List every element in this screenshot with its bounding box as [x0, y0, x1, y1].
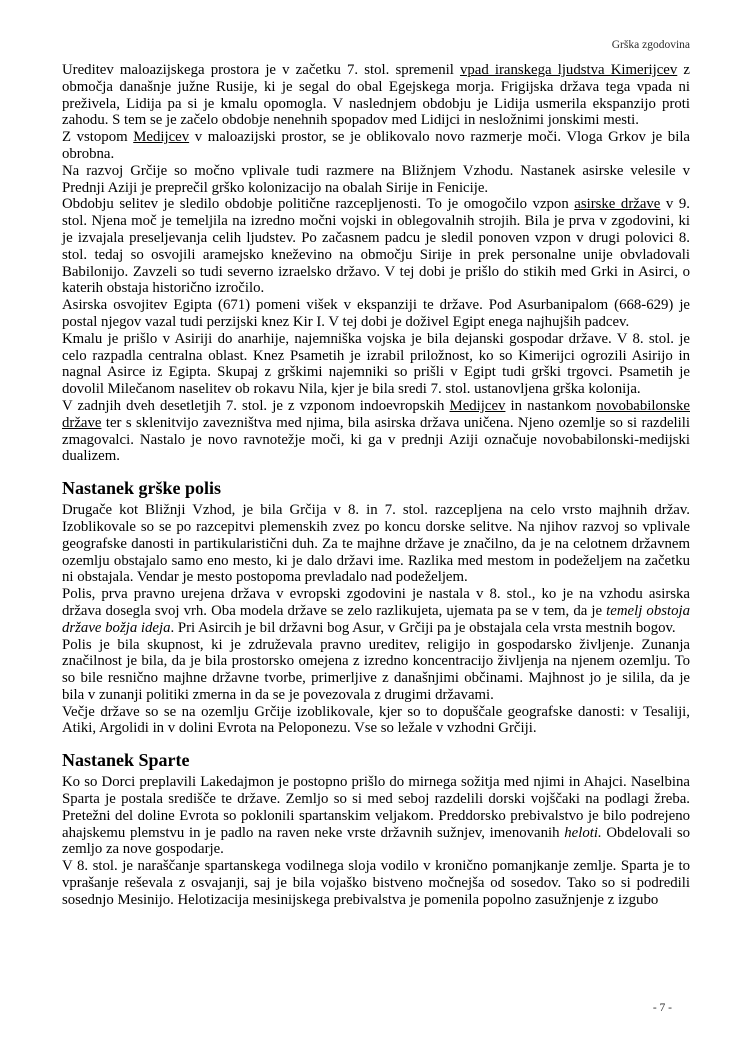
underlined-term: Medijcev [133, 129, 190, 146]
text-run: Ko so Dorci preplavili Lakedajmon je postopno prišlo do mirnega sožitja med njimi in Ahajci. Naselbina Sparta je postala središče te države. Zemljo so si med seboj razdelili dorski vojščaki na podlagi žreba. Pretežni del doline Evrota so poklonili spartanskim veljakom. Preddorsko prebivalstvo je bilo podrejeno ahajskemu plemstvu in je padlo na raven neke vrste državnih sužnjev, imenovanih [62, 774, 690, 841]
underlined-term: novobabilonske države [62, 397, 690, 431]
paragraph [62, 637, 690, 704]
paragraph [62, 398, 690, 465]
page-number: - 7 - [652, 1002, 672, 1014]
text-run: ter s sklenitvijo zavezništva med njima, bila asirska država uničena. Njeno ozemlje so si razdelili zmagovalci. Nastalo je novo ravnotežje moči, ki ga v prednji Aziji označuje novobabilonski-medijski dualizem. [62, 414, 690, 465]
text-run: v 9. stol. Njena moč je temeljila na izredno močni vojski in oblegovalnih strojih. Bila je prva v zgodovini, ki je izvajala preseljevanja celih ljudstev. Po začasnem padcu je sledil ponoven vzpon v drugi polovici 8. stol. tedaj so osvojili aramejsko kneževino na območju Sirije in prek personalne unije obvladovali Babilonijo. Zavzeli so tudi severno izraelsko državo. V tej dobi je prišlo do stikih med Grki in Asirci, o katerih obstaja historično izročilo. [62, 196, 690, 297]
paragraph [62, 163, 690, 197]
text-run: V zadnjih dveh desetletjih 7. stol. je z vzponom indoevropskih [62, 397, 450, 414]
text-run: Na razvoj Grčije so močno vplivale tudi razmere na Bližnjem Vzhodu. Nastanek asirske velesile v Prednji Aziji je preprečil grško kolonizacijo na obalah Sirije in Fenicije. [62, 162, 690, 196]
section-heading: Nastanek grške polis [62, 478, 222, 499]
italic-phrase: heloti. [564, 824, 602, 841]
underlined-term: asirske države [574, 196, 661, 213]
section-heading: Nastanek Sparte [62, 750, 190, 771]
paragraph [62, 129, 690, 163]
italic-phrase: temelj obstoja države božja ideja [62, 602, 690, 636]
text-run: in nastankom [505, 397, 597, 414]
text-run: v maloazijski prostor, se je oblikovalo novo razmerje moči. Vloga Grkov je bila obrobna. [62, 129, 690, 162]
text-run: Polis je bila skupnost, ki je združevala pravno ureditev, religijo in gospodarsko življenje. Zunanja značilnost je bila, da je bila prostorsko omejena z izredno koncentracijo življenja na njenem ozemlju. To so bile resnično majhne državne tvorbe, primerljive z današnjimi občinami. Majhnost jo je silila, da je bila v zunanji politiki zmerna in da se je povezovala z drugimi državami. [62, 636, 690, 703]
text-run: Obdelovali so zemljo za nove gospodarje. [62, 824, 690, 858]
text-run: Polis, prva pravno urejena država v evropski zgodovini je nastala v 8. stol., ko je na vzhodu asirska država dosegla svoj vrh. Oba modela države se zelo razlikujeta, ujemata pa se v tem, da je [62, 586, 690, 619]
paragraph [62, 858, 690, 908]
text-run: Obdobju selitev je sledilo obdobje politične razcepljenosti. To je omogočilo vzpon [62, 196, 575, 213]
page-footer [653, 1001, 672, 1015]
paragraph [62, 502, 690, 586]
running-title: Grška zgodovina [611, 39, 690, 51]
paragraph [62, 704, 690, 738]
paragraph [62, 331, 690, 398]
text-run: Z vstopom [62, 129, 134, 146]
paragraph [62, 297, 690, 331]
text-run: z območja današnje južne Rusije, ki je segal do obal Egejskega morja. Frigijska država tega vpada ni preživela, Lidija pa si je kmalu opomogla. V naslednjem obdobju je Lidija usmerila ekspanzijo proti zahodu. S tem se je začelo obdobje nenehnih spopadov med Lidijci in nesložnimi jonskimi mesti. [62, 62, 690, 129]
underlined-term: vpad iranskega ljudstva Kimerijcev [459, 62, 678, 78]
paragraph [62, 586, 690, 636]
text-run: Kmalu je prišlo v Asiriji do anarhije, najemniška vojska je bila dejanski gospodar države. V 8. stol. je celo razpadla centralna oblast. Knez Psametih je izrabil priložnost, ko so Kimerijci ogrozili Asirijo in nagnal Asirce iz Egipta. Skupaj z grškimi najemniki so prišli v Egipt tudi grški trgovci. Psametih je dovolil Milečanom naselitev ob rokavu Nila, kjer je bila sredi 7. stol. ustanovljena grška kolonija. [62, 330, 690, 398]
text-run: V 8. stol. je naraščanje spartanskega vodilnega sloja vodilo v kronično pomanjkanje zemlje. Sparta je to vprašanje reševala z osvajanji, saj je bila vojaško bistveno močnejša od sosedov. Tako so si podredili sosednjo Mesinijo. Helotizacija mesinijskega prebivalstva je pomenila popolno zasužnjenje z izgubo [62, 858, 690, 908]
text-run: Drugače kot Bližnji Vzhod, je bila Grčija v 8. in 7. stol. razcepljena na celo vrsto majhnih držav. Izoblikovale so se po razcepitvi plemenskih zvez po koncu dorske selitve. Na njihov razvoj so vplivale geografske danosti in partikularistični duh. Za te majhne države je značilno, da je na celotnem državnem ozemlju obstajalo samo eno mesto, ki je dalo državi ime. Razlika med mestom in podeželjem na začetku ni obstajala. Vendar je mesto postopoma prevladalo nad podeželjem. [62, 502, 690, 586]
document-body [62, 62, 690, 909]
paragraph [62, 774, 690, 858]
text-run: Večje države so se na ozemlju Grčije izoblikovale, kjer so to dopuščale geografske danosti: v Tesaliji, Atiki, Argolidi in v dolini Evrota na Peloponezu. Vse so ležale v vzhodni Grčiji. [62, 703, 690, 737]
text-run: . Pri Asircih je bil državni bog Asur, v Grčiji pa je obstajala cela vrsta mestnih bogov. [170, 619, 676, 636]
page-header [62, 38, 690, 52]
text-run: Ureditev maloazijskega prostora je v začetku 7. stol. spremenil [62, 62, 460, 78]
underlined-term: Medijcev [449, 397, 506, 414]
paragraph [62, 196, 690, 297]
paragraph [62, 62, 690, 129]
text-run: Asirska osvojitev Egipta (671) pomeni višek v ekspanziji te države. Pod Asurbanipalom (668-629) je postal njegov vazal tudi perzijski knez Kir I. V tej dobi je doživel Egipt enega najhujših padcev. [62, 297, 690, 330]
